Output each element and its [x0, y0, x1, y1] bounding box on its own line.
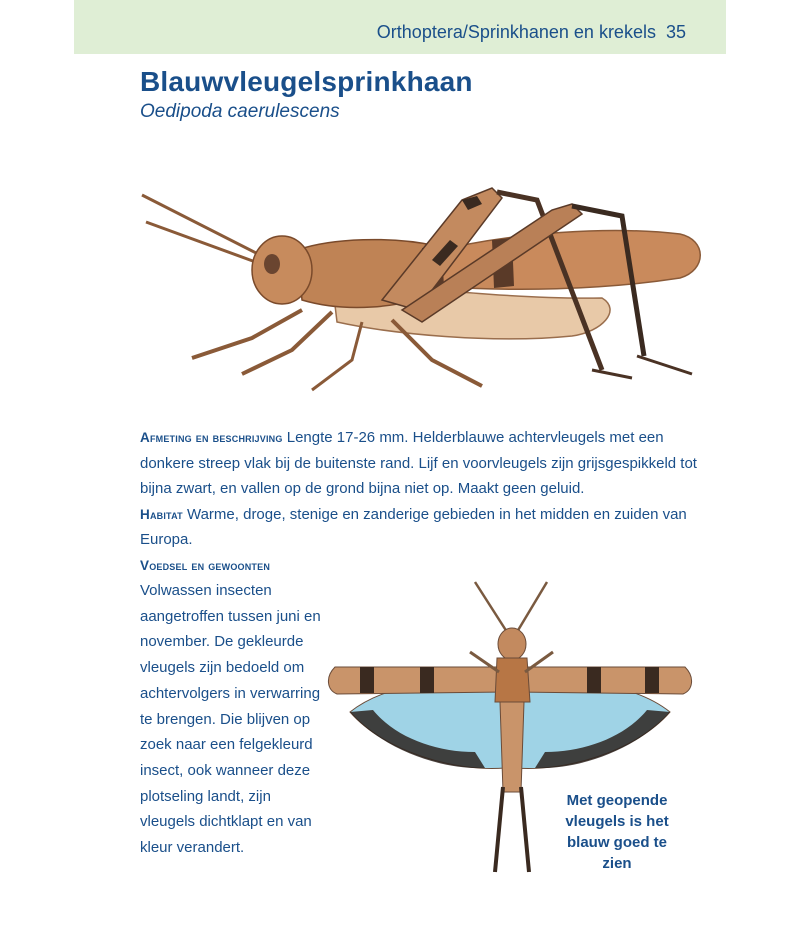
- section-title: Orthoptera/Sprinkhanen en krekels: [376, 22, 656, 42]
- figure-caption: Met geopende vleugels is het blauw goed te zien: [565, 792, 669, 872]
- size-text: Lengte 17-26 mm. Helderblauwe achtervleugels met een donkere streep vlak bij de buitenste rand. Lijf en voorvleugels zijn grijsgespikkeld tot bijna zwart, en vallen op de grond bijna niet op. Maakt geen geluid.: [140, 429, 697, 498]
- habitat-text: Warme, droge, stenige en zanderige gebieden in het midden en zuiden van Europa.: [140, 505, 687, 549]
- page-header: [74, 0, 726, 54]
- running-header: [377, 22, 686, 43]
- scientific-name: Oedipoda caerulescens: [140, 101, 340, 122]
- food-label: Voedsel en gewoonten: [140, 557, 271, 573]
- habitat-label: Habitat: [140, 506, 183, 522]
- grasshopper-side-illustration: [132, 160, 712, 410]
- species-title: Blauwvleugelsprinkhaan: [140, 66, 473, 97]
- food-text: Volwassen insecten aangetroffen tussen juni en november. De gekleurde vleugels zijn bedoeld om achtervolgers in verwarring te brengen. Die blijven op zoek naar een felgekleurd insect, ook wanneer deze plotseling landt, zijn vleugels dichtklapt en van kleur verandert.: [140, 582, 321, 857]
- description-text: [140, 425, 710, 579]
- size-label: Afmeting en beschrijving: [140, 430, 283, 445]
- page-number: 35: [665, 22, 686, 42]
